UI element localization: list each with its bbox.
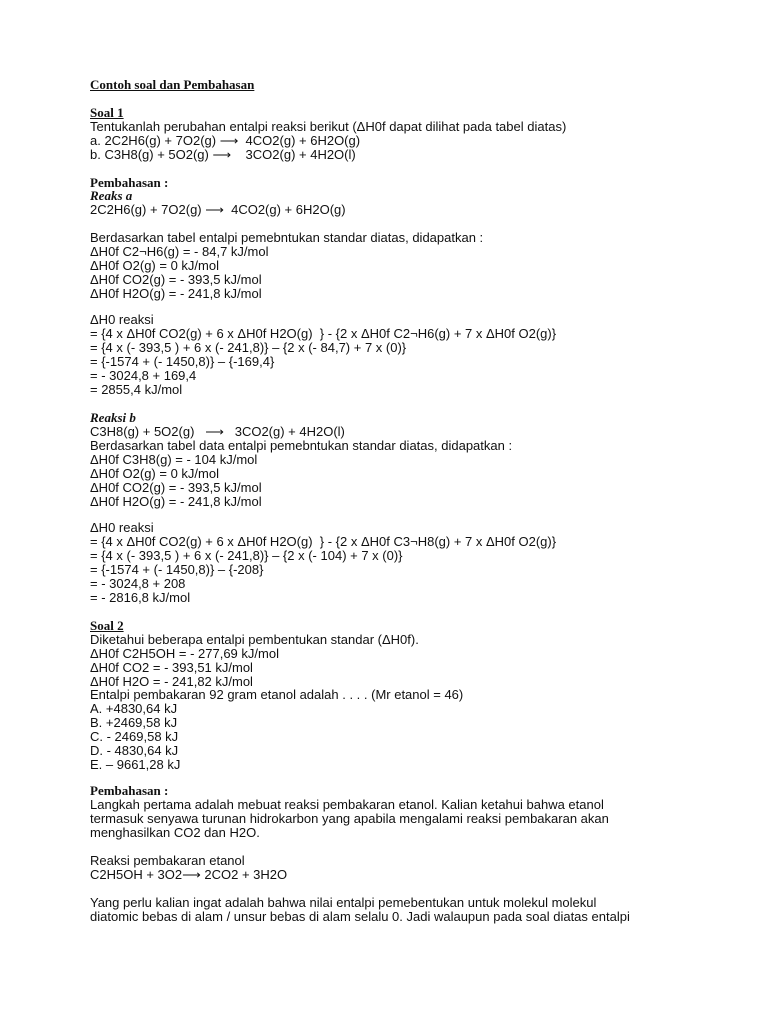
reaksi-a-value: ΔH0f O2(g) = 0 kJ/mol: [90, 258, 219, 273]
reaksi-a-heading: Reaks a: [90, 188, 133, 203]
document-title: Contoh soal dan Pembahasan: [90, 77, 255, 92]
reaksi-a-calc-line: = {-1574 + (- 1450,8)} – {-169,4}: [90, 354, 275, 369]
soal1-question: Tentukanlah perubahan entalpi reaksi berikut (ΔH0f dapat dilihat pada tabel diatas): [90, 119, 567, 134]
reaksi-a-calc-line: = {4 x (- 393,5 ) + 6 x (- 241,8)} – {2 x (- 84,7) + 7 x (0)}: [90, 340, 407, 355]
soal2-value: ΔH0f C2H5OH = - 277,69 kJ/mol: [90, 646, 279, 661]
soal2-heading: Soal 2: [90, 618, 124, 633]
reaksi-b-calc-line: = {4 x (- 393,5 ) + 6 x (- 241,8)} – {2 x (- 104) + 7 x (0)}: [90, 548, 403, 563]
reaksi-a-value: ΔH0f H2O(g) = - 241,8 kJ/mol: [90, 286, 262, 301]
reaksi-a-equation: 2C2H6(g) + 7O2(g) ⟶ 4CO2(g) + 6H2O(g): [90, 202, 346, 217]
soal2-option: C. - 2469,58 kJ: [90, 729, 179, 744]
reaksi-b-value: ΔH0f H2O(g) = - 241,8 kJ/mol: [90, 494, 262, 509]
reaksi-b-value: ΔH0f CO2(g) = - 393,5 kJ/mol: [90, 480, 262, 495]
reaksi-b-calc-line: = - 3024,8 + 208: [90, 576, 186, 591]
soal1-reaction-a: a. 2C2H6(g) + 7O2(g) ⟶ 4CO2(g) + 6H2O(g): [90, 133, 361, 148]
reaksi-a-intro: Berdasarkan tabel entalpi pemebntukan standar diatas, didapatkan :: [90, 230, 484, 245]
reaksi-b-equation: C3H8(g) + 5O2(g) ⟶ 3CO2(g) + 4H2O(l): [90, 424, 345, 439]
soal1-reaction-b: b. C3H8(g) + 5O2(g) ⟶ 3CO2(g) + 4H2O(l): [90, 147, 356, 162]
soal2-option: A. +4830,64 kJ: [90, 701, 178, 716]
reaksi-b-value: ΔH0f O2(g) = 0 kJ/mol: [90, 466, 219, 481]
soal2-option: D. - 4830,64 kJ: [90, 743, 179, 758]
pembahasan1-heading: Pembahasan :: [90, 175, 169, 190]
soal2-question: Entalpi pembakaran 92 gram etanol adalah . . . . (Mr etanol = 46): [90, 687, 464, 702]
reaksi-b-calc-line: = {4 x ΔH0f CO2(g) + 6 x ΔH0f H2O(g) } - {2 x ΔH0f C3¬H8(g) + 7 x ΔH0f O2(g)}: [90, 534, 557, 549]
reaksi-b-heading: Reaksi b: [90, 410, 136, 425]
soal2-intro: Diketahui beberapa entalpi pembentukan standar (ΔH0f).: [90, 632, 419, 647]
note-line: diatomic bebas di alam / unsur bebas di alam selalu 0. Jadi walaupun pada soal diatas entalpi: [90, 909, 630, 924]
pembahasan2-paragraph-line: termasuk senyawa turunan hidrokarbon yang apabila mengalami reaksi pembakaran akan: [90, 811, 609, 826]
soal2-option: B. +2469,58 kJ: [90, 715, 178, 730]
reaksi-b-calc-line: = {-1574 + (- 1450,8)} – {-208}: [90, 562, 264, 577]
pembahasan2-heading: Pembahasan :: [90, 783, 169, 798]
soal2-value: ΔH0f CO2 = - 393,51 kJ/mol: [90, 660, 253, 675]
reaction-label: Reaksi pembakaran etanol: [90, 853, 245, 868]
reaction-equation: C2H5OH + 3O2⟶ 2CO2 + 3H2O: [90, 867, 288, 882]
reaksi-b-calc-line: = - 2816,8 kJ/mol: [90, 590, 191, 605]
soal1-heading: Soal 1: [90, 105, 124, 120]
pembahasan2-paragraph-line: menghasilkan CO2 dan H2O.: [90, 825, 260, 840]
reaksi-b-intro: Berdasarkan tabel data entalpi pemebntukan standar diatas, didapatkan :: [90, 438, 513, 453]
pembahasan2-paragraph-line: Langkah pertama adalah mebuat reaksi pembakaran etanol. Kalian ketahui bahwa etanol: [90, 797, 604, 812]
reaksi-a-calc-line: = 2855,4 kJ/mol: [90, 382, 183, 397]
reaksi-b-value: ΔH0f C3H8(g) = - 104 kJ/mol: [90, 452, 258, 467]
soal2-value: ΔH0f H2O = - 241,82 kJ/mol: [90, 674, 253, 689]
soal2-option: E. – 9661,28 kJ: [90, 757, 181, 772]
reaksi-a-calc-line: = {4 x ΔH0f CO2(g) + 6 x ΔH0f H2O(g) } - {2 x ΔH0f C2¬H6(g) + 7 x ΔH0f O2(g)}: [90, 326, 557, 341]
reaksi-b-calc-line: ΔH0 reaksi: [90, 520, 154, 535]
reaksi-a-calc-line: ΔH0 reaksi: [90, 312, 154, 327]
reaksi-a-value: ΔH0f CO2(g) = - 393,5 kJ/mol: [90, 272, 262, 287]
note-line: Yang perlu kalian ingat adalah bahwa nilai entalpi pemebentukan untuk molekul molekul: [90, 895, 597, 910]
reaksi-a-value: ΔH0f C2¬H6(g) = - 84,7 kJ/mol: [90, 244, 269, 259]
reaksi-a-calc-line: = - 3024,8 + 169,4: [90, 368, 197, 383]
